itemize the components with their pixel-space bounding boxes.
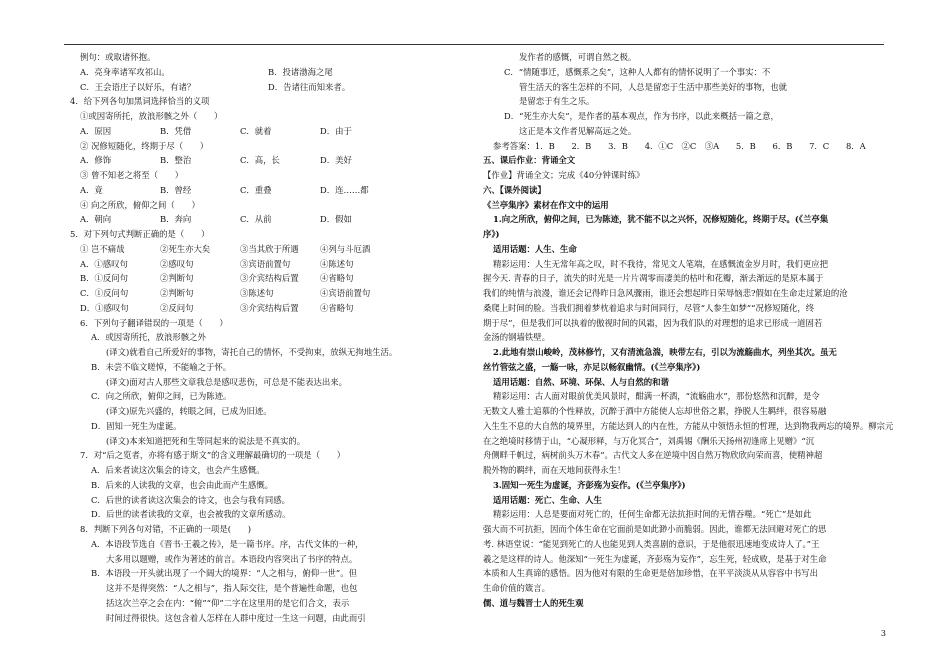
q3-options-row-2 <box>70 80 442 95</box>
q5-option-c <box>70 286 442 301</box>
passage-2-text: 在之绝境时移情于山，“心凝形释，与万化冥合”，刘禹锡《酬乐天扬州初逢席上见赠》“沉 <box>483 435 815 446</box>
option: D．美好 <box>320 155 352 166</box>
passage-3-topic: 适用话题：死亡、生命、人生 <box>493 494 602 505</box>
passage-1-text: 期于尽”，但是我们可以执着的傲视时间的风霜，因为我们队的对理想的追求已形成一道固若 <box>483 317 823 328</box>
cell: ②感叹句 <box>160 258 194 269</box>
passage-2-quote: 丝竹管弦之盛，一觞一咏，亦足以畅叙幽情。(《兰亭集序》) <box>483 361 701 372</box>
passage-2-text: 舟侧畔千帆过，病树前头万木春”。古代文人多在逆境中因自然万物欣欣向荣而喜，使精神超 <box>483 450 823 461</box>
passage-3-text: 本质和人生真谛的感悟。因为他对有限的生命更是倍加珍惜，在平平淡淡从从容容中书写出 <box>483 568 818 579</box>
option-c-line: 管生活天的客生怎样的不同，人总是留恋于生活中那些美好的事物，也就 <box>519 81 787 92</box>
option: D．连……都 <box>320 184 369 195</box>
q4-sub-4: ④ 向之所欣，俯仰之间（ ） <box>80 199 200 210</box>
q3-option-c: C．王会语庄子以好乐，有诸？ <box>80 81 196 92</box>
q7-line: B．后来的人读我的文章，也会由此而产生感慨。 <box>91 479 274 490</box>
passage-2-topic: 适用话题：自然、环境、环保、人与自然的和谐 <box>493 376 669 387</box>
passage-3-text: 精彩运用：人总是要面对死亡的，任何生命都无法抗拒时间的无情吞噬。“死亡”是如此 <box>493 509 812 520</box>
q4-sub-4-options <box>70 212 442 227</box>
q4-sub-1-options <box>70 124 442 139</box>
cell: ④陈述句 <box>320 258 354 269</box>
passage-2-text: 精彩运用：古人面对眼前优美风景时，酣满一杯酒，“流觞曲水”，那份悠然和沉醉，是令 <box>493 391 820 402</box>
q5-item: ②死生亦大矣 <box>160 243 211 254</box>
example-sentence: 例句：或取诸怀抱。 <box>80 52 156 62</box>
passage-1-text: 金汤的钢墙铁壁。 <box>483 332 550 343</box>
passage-3-text: 生命价值的箴言。 <box>483 583 550 593</box>
cell: ③介宾结构后置 <box>240 302 299 313</box>
q6-line: (译文)本来知道把死和生等同起来的说法是不真实的。 <box>106 435 306 446</box>
option-d-line: 这正是本文作者见解高远之处。 <box>519 125 637 136</box>
continued-line: 发作者的感慨，可谓自然之极。 <box>519 52 637 62</box>
closing-section-heading: 儒、道与魏晋士人的死生观 <box>483 597 584 608</box>
option: D．假如 <box>320 214 352 225</box>
q6-line: B．未尝不临文嗟悼，不能喻之于怀。 <box>91 361 232 372</box>
cell: ③宾语前置句 <box>240 258 291 269</box>
cell: ③陈述句 <box>240 288 274 298</box>
cell: A．①感叹句 <box>80 258 128 269</box>
q5-item: ④列与斗厄酒 <box>320 243 371 254</box>
q3-option-b: B．投诸渤海之尾 <box>268 66 333 77</box>
option: C．重叠 <box>240 184 272 195</box>
q5-option-b <box>70 271 442 286</box>
cell: ②判断句 <box>160 288 194 298</box>
passage-3-quote: 3.固知一死生为虚诞，齐彭殇为妄作。(《兰亭集序》) <box>493 479 686 490</box>
q8-line: A．本语段节选自《晋书·王羲之传》，是一篇书序。序，古代文体的一种， <box>91 538 364 549</box>
option-c-line: 是留恋于有生之乐。 <box>519 96 595 107</box>
option: B．整治 <box>160 155 192 166</box>
passage-2-text: 入生生不息的大自然的境界里，方能达到人的内在性，方能从中领悟永恒的哲理，达到物我两忘的境界。柳宗元 <box>483 420 894 431</box>
option: A．原因 <box>80 125 112 136</box>
q8-line: 这并不是得突然：“人之相与”，指人际交往，是个普遍性命题，也包 <box>106 583 358 593</box>
q4-sub-2-options <box>70 153 442 168</box>
passage-2-quote: 2.此地有崇山峻岭，茂林修竹，又有清流急湍，映带左右，引以为流觞曲水，列坐其次。虽无 <box>493 347 837 357</box>
section-5-heading: 五、课后作业：背诵全文 <box>483 155 576 166</box>
passage-3-text: 羲之是这样的诗人。他深知“一死生为虚诞，齐彭殇为妄作”，忘生死，轻成败，是基于对生命 <box>483 553 827 564</box>
passage-1-text: 桑爬上时间的脸。当我们拥着梦枕着追求与时间同行，尽管“人参生如梦”“况修短随化，终 <box>483 302 815 313</box>
q4-sub-2: ② 况修短随化，终期于尽（ ） <box>80 140 209 151</box>
passage-1-quote: 序》) <box>483 229 500 239</box>
answer-key: 参考答案：1．B 2．B 3．B 4．①C ②C ③A 5．B 6．B 7．C 8．A <box>493 140 866 151</box>
question-7: 7．对“后之览者，亦将有感于斯文”的含义理解最确切的一项是（ ） <box>80 450 346 461</box>
cell: ②反问句 <box>160 302 194 313</box>
q6-line: (译文)面对古人那些文章我总是感叹悲伤，可总是不能表达出来。 <box>106 376 348 387</box>
q8-line: 大多用以题赠，或作为著述的前言。本语段内容突出了书序的特点。 <box>106 553 358 564</box>
q7-line: C．后世的读者读这次集会的诗文，也会与我有同感。 <box>91 494 291 505</box>
passage-3-text: 考. 林语堂说：“能见到死亡的人也能见到人类喜剧的意识，于是他很迅速地变成诗人了。”王 <box>483 538 820 549</box>
option: A．竟 <box>80 184 103 195</box>
option: B．曾经 <box>160 184 192 195</box>
header-rule <box>64 44 884 45</box>
option-d-line: D．“死生亦大矣”，是作者的基本观点，作为书序，以此来概括一篇之意， <box>504 111 779 121</box>
cell: ②判断句 <box>160 273 194 284</box>
q6-line: D．固知一死生为虚诞。 <box>91 420 182 431</box>
cell: ④省略句 <box>320 273 354 284</box>
left-column <box>70 50 442 625</box>
option-c-line: C．“情随事迁，感慨系之矣”，这种人人都有的情怀说明了一个事实：不 <box>504 66 771 77</box>
option: C．就着 <box>240 125 272 136</box>
cell: ④宾语前置句 <box>320 288 371 298</box>
option: C．高，长 <box>240 155 280 166</box>
cell: C．①反问句 <box>80 288 129 298</box>
q5-items <box>70 242 442 257</box>
passage-1-text: 我们的纯情与浪漫，谁还会记得昨日急风骤雨，谁还会想起昨日荣辱恼悲?假如在生命走过紧迫的沧 <box>483 288 848 298</box>
option: C．从前 <box>240 214 272 225</box>
q4-sub-3: ③ 曾不知老之将至（ ） <box>80 170 184 180</box>
passage-1-text: 精彩运用：人生无常年高之叹，时不我待，常见文人笔端，在感慨流金岁月时，我们更应把 <box>493 258 828 269</box>
q6-line: A．或因寄所托，放浪形骸之外 <box>91 332 206 343</box>
cell: ④省略句 <box>320 302 354 313</box>
question-5: 5．对下列句式判断正确的是（ ） <box>70 229 210 239</box>
q8-line: 时间过得很快。这包含着人怎样在人群中度过一生这一问题，由此而引 <box>106 612 366 623</box>
passage-1-quote: 1.向之所欣，俯仰之间，已为陈迹，犹不能不以之兴怀，况修短随化，终期于尽。(《兰亭集 <box>493 214 829 225</box>
q7-line: D．后世的读者读我的文章，也会被我的文章所感动。 <box>91 509 291 520</box>
passage-2-text: 脱外物的羁绊，而在天地间获得永生！ <box>483 465 626 475</box>
subsection-title: 《兰亭集序》素材在作文中的运用 <box>483 199 609 210</box>
question-6: 6．下列句子翻译错误的一项是（ ） <box>80 317 228 328</box>
passage-3-text: 强大而不可抗拒，因而个体生命在它面前是如此渺小而脆弱。因此，谁都无法回避对死亡的思 <box>483 524 827 534</box>
q6-line: (译文)就看自己所爱好的事物，寄托自己的情怀，不受拘束，放纵无拘地生活。 <box>106 347 398 357</box>
passage-1-topic: 适用话题：人生、生命 <box>493 243 577 254</box>
question-4: 4．给下列各句加黑词选择恰当的义项 <box>70 96 210 107</box>
q5-item: ③当其欣于所遇 <box>240 243 299 254</box>
option: B．凭借 <box>160 125 192 136</box>
right-column <box>483 50 894 611</box>
cell: D．①感叹句 <box>80 302 129 313</box>
option: D．由于 <box>320 125 352 136</box>
option: A．修饰 <box>80 155 112 166</box>
q3-options-row-1 <box>70 65 442 80</box>
q6-line: C．向之所欣，俯仰之间，已为陈迹。 <box>91 391 232 402</box>
page-number: 3 <box>880 629 886 638</box>
q8-line: B．本语段一开头就出现了一个阔大的境界：“人之相与，俯仰一世”。但 <box>91 568 357 579</box>
q6-line: (译文)原先兴盛的，转眼之间，已成为旧迹。 <box>106 406 272 416</box>
q7-line: A．后来者读这次集会的诗文，也会产生感慨。 <box>91 465 265 475</box>
option: A．朝向 <box>80 214 112 225</box>
q5-item: ① 岂不痛哉 <box>80 243 125 254</box>
homework-line: 【作业】背诵全文；完成《40分钟课时练》 <box>483 170 645 180</box>
cell: B．①反问句 <box>80 273 129 284</box>
section-6-heading: 六、【课外阅读】 <box>483 184 546 195</box>
option: B．奔向 <box>160 214 192 225</box>
q4-sub-1: ①或因寄所托，放浪形骸之外（ ） <box>80 111 223 121</box>
q5-option-d <box>70 301 442 316</box>
question-8: 8．判断下列各句对错，不正确的一项是( ) <box>80 524 251 534</box>
q4-sub-3-options <box>70 183 442 198</box>
passage-2-text: 无数文人雅士追慕的个性释放，沉醉于酒中方能使人忘却世俗之累，挣脱人生羁绊，很容易融 <box>483 406 827 416</box>
passage-1-text: 握今天. 青春的日子，流失的时光是一片片凋零而凄美的枯叶和花瓣，渐去渐远的是原本属于 <box>483 273 824 284</box>
q5-option-a <box>70 257 442 272</box>
q8-line: 括这次兰亭之会在内：“俯”“仰”二字在这里用的是它们合文，表示 <box>106 597 350 608</box>
cell: ③介宾结构后置 <box>240 273 299 284</box>
q3-option-d: D．告诸往而知来者。 <box>268 81 351 92</box>
q3-option-a: A．亮身率诸军攻祁山。 <box>80 66 170 77</box>
